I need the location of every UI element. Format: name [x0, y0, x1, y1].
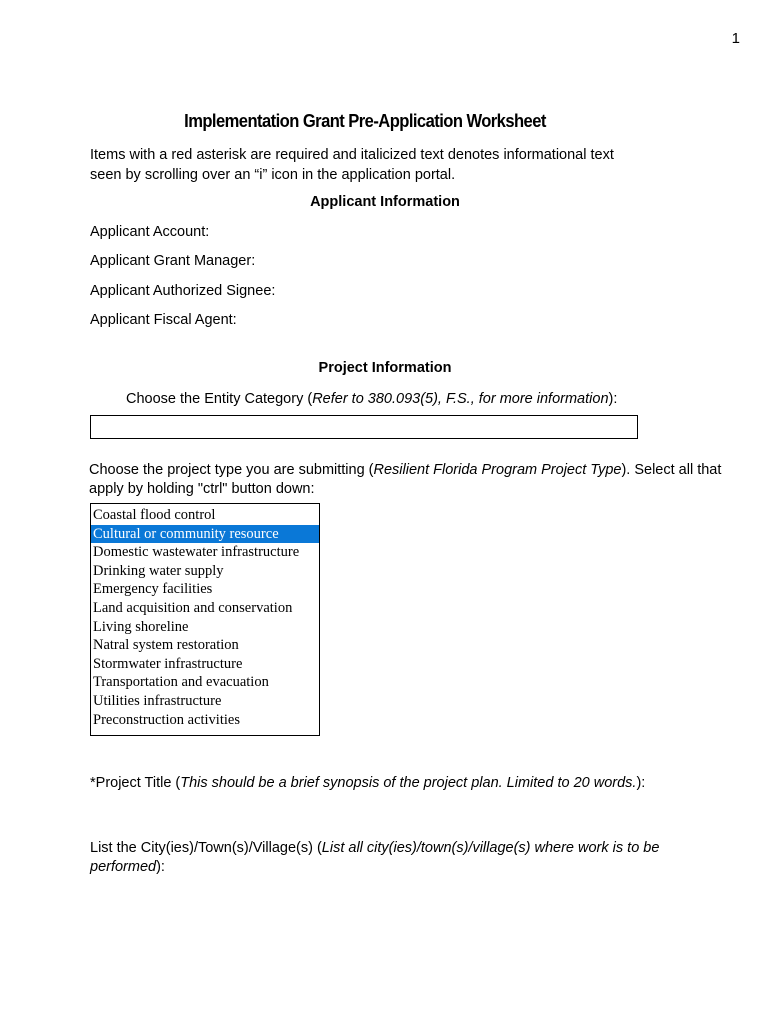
page-title: Implementation Grant Pre-Application Worksheet [184, 111, 546, 131]
project-type-option[interactable]: Utilities infrastructure [93, 692, 222, 709]
intro-text: Items with a red asterisk are required and italicized text denotes informational text seen by scrolling over an “i” icon in the application portal. [90, 147, 614, 183]
cities-label: List the City(ies)/Town(s)/Village(s) (List all city(ies)/town(s)/village(s) where work is to be performed): [90, 840, 660, 875]
project-type-option[interactable]: Preconstruction activities [93, 711, 240, 728]
project-type-option[interactable]: Emergency facilities [93, 581, 213, 598]
applicant-fiscal-agent-label: Applicant Fiscal Agent: [90, 312, 237, 328]
applicant-authorized-signee-label: Applicant Authorized Signee: [90, 283, 276, 299]
project-type-option[interactable]: Cultural or community resource [91, 525, 319, 544]
project-type-option[interactable]: Stormwater infrastructure [93, 655, 243, 672]
project-type-listbox[interactable] [90, 503, 320, 736]
project-type-option[interactable]: Coastal flood control [93, 507, 216, 523]
project-type-option[interactable]: Drinking water supply [93, 562, 224, 579]
applicant-section-heading: Applicant Information [310, 194, 460, 210]
project-section-heading: Project Information [318, 360, 452, 376]
entity-category-select[interactable] [90, 415, 638, 439]
project-type-option[interactable]: Living shoreline [93, 618, 189, 635]
page-number: 1 [731, 30, 740, 47]
applicant-grant-manager-label: Applicant Grant Manager: [90, 253, 256, 269]
project-type-option[interactable]: Land acquisition and conservation [93, 599, 293, 616]
project-type-option[interactable]: Transportation and evacuation [93, 674, 269, 691]
applicant-account-label: Applicant Account: [90, 224, 210, 240]
entity-category-label: Choose the Entity Category (Refer to 380.093(5), F.S., for more information): [126, 391, 618, 407]
project-type-option[interactable]: Natral system restoration [93, 637, 239, 654]
project-type-option[interactable]: Domestic wastewater infrastructure [93, 544, 300, 561]
project-type-label: Choose the project type you are submitting (Resilient Florida Program Project Type). Select all that apply by holding "ctrl" button down: [89, 462, 722, 497]
project-title-label: *Project Title (This should be a brief synopsis of the project plan. Limited to 20 words.): [90, 775, 646, 791]
